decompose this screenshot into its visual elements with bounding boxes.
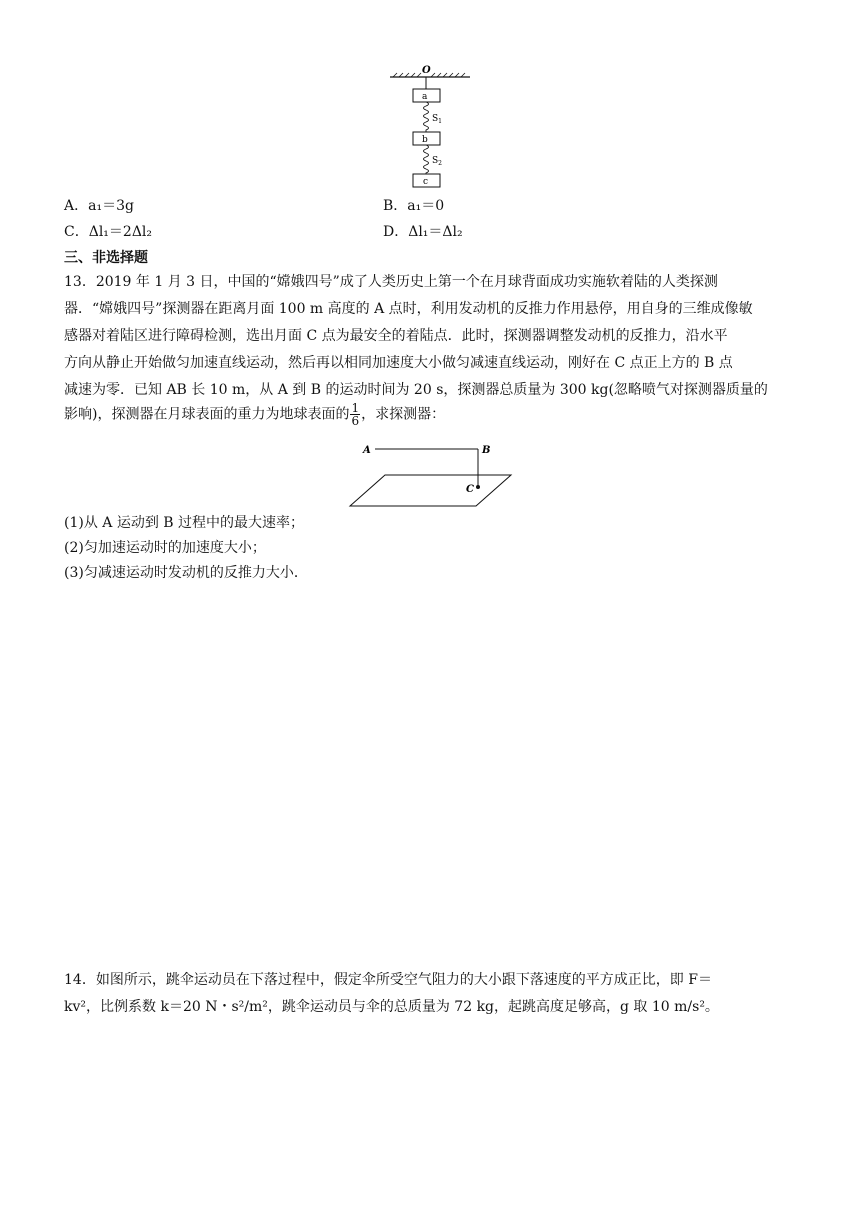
moon-surface-plane [350, 475, 511, 506]
block-b-label: b [422, 135, 428, 145]
spring-s1-label: $S_1$ [432, 114, 442, 125]
option-b: B．a₁＝0 [383, 198, 445, 214]
q13-line-6-start: 影响)，探测器在月球表面的重力为地球表面的 [64, 406, 350, 423]
q14-line-1: 14．如图所示，跳伞运动员在下落过程中，假定伞所受空气阻力的大小跟下落速度的平方成正比，即 F＝ [64, 972, 712, 988]
point-c-label: C [466, 484, 474, 495]
point-a-label: A [363, 445, 371, 456]
point-c-dot [476, 485, 480, 489]
q13-line-3: 感器对着陆区进行障碍检测，选出月面 C 点为最安全的着陆点．此时，探测器调整发动机的反推力，沿水平 [64, 328, 728, 344]
point-b-label: B [482, 445, 491, 456]
q14-line-2: kv²，比例系数 k＝20 N・s²/m²，跳伞运动员与伞的总质量为 72 kg，起跳高度足够高，g 取 10 m/s²。 [64, 999, 719, 1015]
landing-figure [345, 438, 520, 510]
q13-sub-2: (2)匀加速运动时的加速度大小； [64, 540, 266, 556]
section-heading: 三、非选择题 [64, 250, 148, 266]
block-c-label: c [423, 177, 429, 187]
spring-block-figure [385, 62, 475, 192]
q13-line-4: 方向从静止开始做匀加速直线运动，然后再以相同加速度大小做匀减速直线运动，刚好在 C 点正上方的 B 点 [64, 355, 733, 371]
q13-line-5: 减速为零．已知 AB 长 10 m，从 A 到 B 的运动时间为 20 s，探测器总质量为 300 kg(忽略喷气对探测器质量的 [64, 382, 768, 398]
pivot-o-label: O [422, 65, 431, 76]
option-a: A．a₁＝3g [64, 198, 134, 214]
spring-s2-label: $S_2$ [432, 156, 442, 167]
q13-sub-1: (1)从 A 运动到 B 过程中的最大速率； [64, 515, 305, 531]
q13-sub-3: (3)匀减速运动时发动机的反推力大小． [64, 565, 308, 581]
option-d: D．Δl₁＝Δl₂ [383, 224, 463, 240]
block-a-label: a [422, 92, 428, 102]
q13-line-6 [64, 402, 445, 427]
spring-s2 [424, 145, 429, 174]
fraction-one-sixth: $\frac{1}{6}$ [351, 401, 360, 428]
q13-line-6-end: ，求探测器： [361, 406, 446, 423]
option-c: C．Δl₁＝2Δl₂ [64, 224, 153, 240]
q13-line-2: 器．“嫦娥四号”探测器在距离月面 100 m 高度的 A 点时，利用发动机的反推力作用悬停，用自身的三维成像敏 [64, 301, 753, 317]
spring-s1 [424, 102, 429, 132]
q13-line-1: 13．2019 年 1 月 3 日，中国的“嫦娥四号”成了人类历史上第一个在月球背面成功实施软着陆的人类探测 [64, 274, 718, 290]
